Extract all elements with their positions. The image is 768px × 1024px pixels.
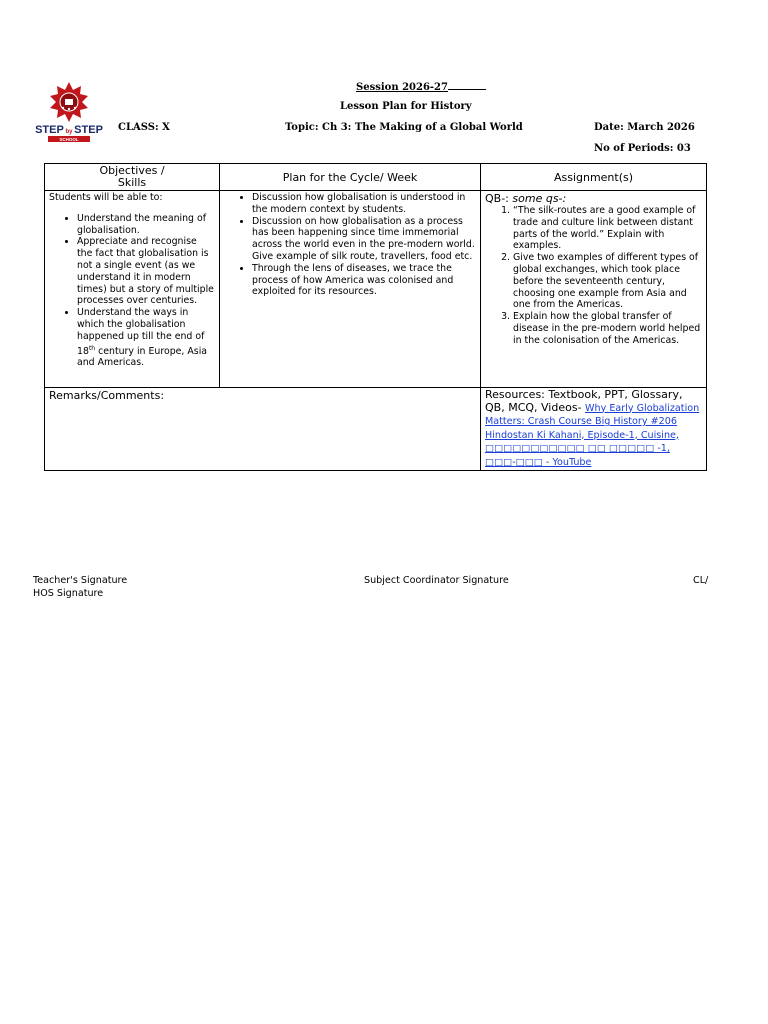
table-remarks-row <box>45 388 707 471</box>
lesson-plan-table <box>44 163 707 471</box>
header-plan <box>220 164 481 191</box>
header-objectives <box>45 164 220 191</box>
list-item: • Through the lens of diseases, we trace the process of how America was colonised and exploited for its resources. <box>252 263 476 298</box>
list-item: • Discussion on how globalisation as a process has been happening since time immemorial across the world even in the pre-modern world. Give example of silk route, travellers, food etc. <box>252 216 476 263</box>
video-link-hindostan-ki-kahani[interactable]: Hindostan Ki Kahani, Episode-1, Cuisine, □□□□□□□□□□□ □□ □□□□□ -1, □□□-□□□ - YouTube <box>485 429 679 468</box>
header-objectives-text: Objectives / Skills <box>99 164 165 189</box>
header-assignments-text: Assignment(s) <box>553 170 634 184</box>
table-header-row <box>45 164 707 191</box>
video-link-crash-course[interactable]: Why Early Globalization Matters: Crash Course Big History #206 <box>485 402 700 427</box>
assignment-label <box>485 192 702 205</box>
school-logo-emblem <box>34 80 104 144</box>
resources-cell <box>481 388 707 471</box>
header-plan-text: Plan for the Cycle/ Week <box>282 170 418 184</box>
list-item: • Understand the meaning of globalisation. <box>77 213 215 237</box>
header-assignments <box>481 164 707 191</box>
assignment-some-qs: some qs-: <box>512 192 567 205</box>
topic-label: Topic: Ch 3: The Making of a Global World <box>285 122 523 133</box>
class-label: CLASS: X <box>118 122 170 133</box>
assignment-cell <box>481 191 707 388</box>
periods-label: No of Periods: 03 <box>594 143 691 154</box>
coordinator-signature-label: Subject Coordinator Signature <box>364 575 509 586</box>
teacher-signature-label: Teacher's Signature <box>33 575 128 586</box>
objectives-intro: Students will be able to: <box>49 192 163 203</box>
objectives-list <box>49 213 215 369</box>
session-underline <box>448 80 486 90</box>
objectives-cell <box>45 191 220 388</box>
table-content-row <box>45 191 707 388</box>
list-item: • Discussion how globalisation is understood in the modern context by students. <box>252 192 476 216</box>
plan-cell <box>220 191 481 388</box>
list-item: 1. “The silk-routes are a good example of trade and culture link between distant parts of the world.” Explain with examples. <box>513 205 702 252</box>
remarks-cell <box>45 388 481 471</box>
resources-text: Resources: Textbook, PPT, Glossary, QB, MCQ, Videos- <box>485 388 683 414</box>
date-label: Date: March 2026 <box>594 122 695 133</box>
assignment-qb-label: QB-: <box>485 192 513 205</box>
school-logo <box>34 80 104 144</box>
list-item: 2. Give two examples of different types of global exchanges, which took place before the seventeenth century, choosing one example from Asia and one from the Americas. <box>513 252 702 311</box>
list-item: 3. Explain how the global transfer of disease in the pre-modern world helped in the colonisation of the Americas. <box>513 311 702 346</box>
remarks-label: Remarks/Comments: <box>49 389 165 402</box>
hos-signature-label: HOS Signature <box>33 588 104 599</box>
svg-text:SCHOOL: SCHOOL <box>59 137 79 142</box>
assignment-list <box>485 205 702 347</box>
ordinal-suffix: th <box>88 344 96 352</box>
list-item: • Understand the ways in which the globalisation happened up till the end of 18th century in Europe, Asia and Americas. <box>77 307 215 369</box>
plan-list <box>224 192 476 298</box>
svg-text:STEP by STEP: STEP by STEP <box>35 124 103 136</box>
list-item: • Appreciate and recognise the fact that globalisation is not a single event (as we understand it in modern times) but a story of multiple processes over centuries. <box>77 236 215 307</box>
lesson-plan-title: Lesson Plan for History <box>340 101 472 112</box>
cl-label: CL/ <box>693 575 709 586</box>
session-label: Session 2026-27 <box>356 80 486 93</box>
